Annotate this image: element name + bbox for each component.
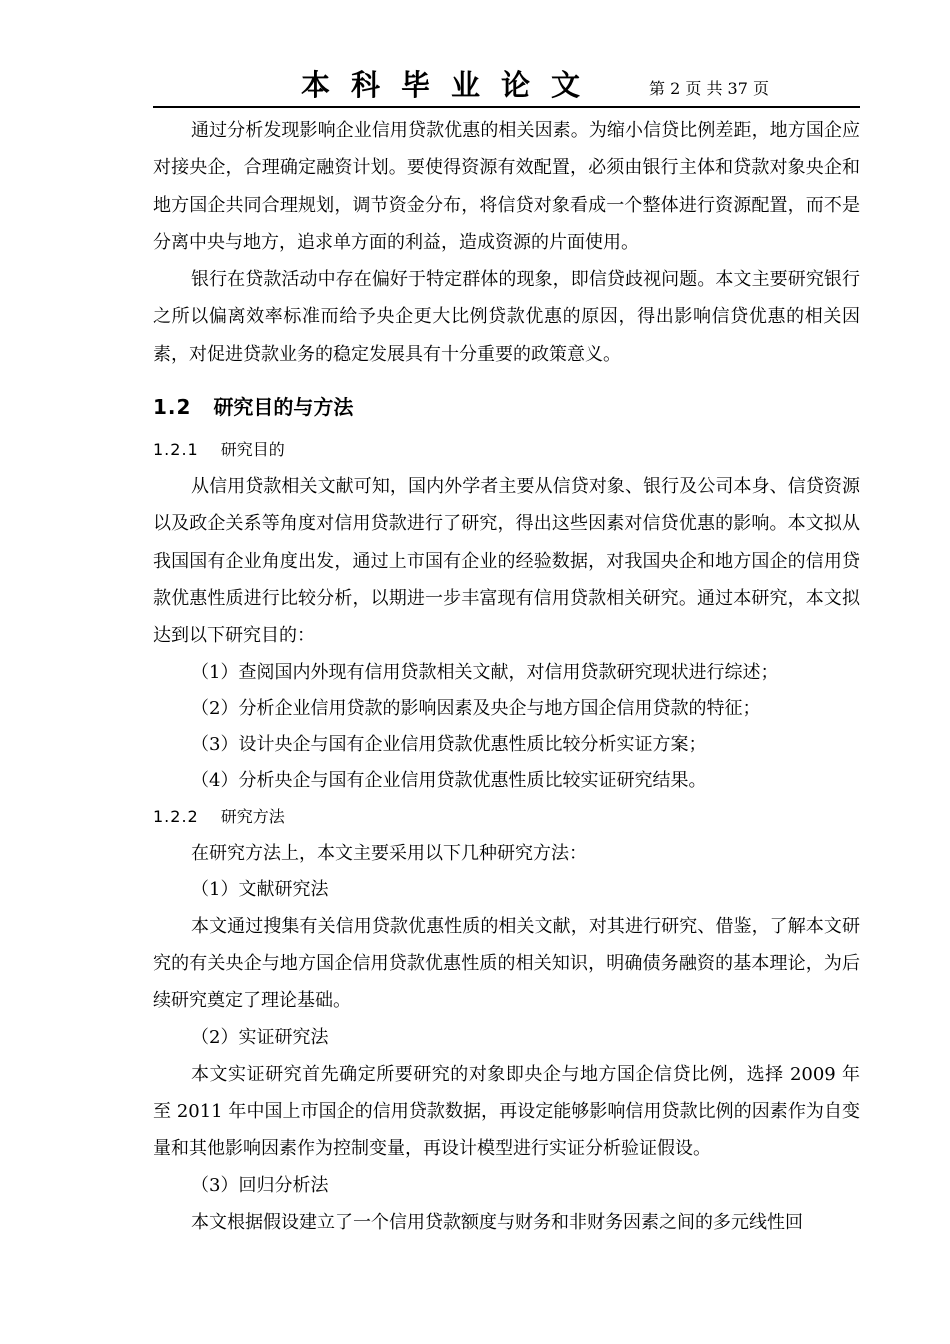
list-item: （3）设计央企与国有企业信用贷款优惠性质比较分析实证方案； [191, 733, 707, 755]
list-item: （2）分析企业信用贷款的影响因素及央企与地方国企信用贷款的特征； [191, 697, 761, 719]
subsection-heading [153, 799, 860, 835]
subsection-heading [153, 432, 860, 468]
paragraph: 本文实证研究首先确定所要研究的对象即央企与地方国企信贷比例，选择 2009 年至 2011 年中国上市国企的信用贷款数据，再设定能够影响信用贷款比例的因素作为自变量和其他影响因素作为控制变量，再设计模型进行实证分析验证假设。 [153, 1063, 860, 1160]
page-number: 第 2 页 共 37 页 [649, 79, 769, 98]
method-heading: （1）文献研究法 [191, 878, 329, 900]
section-heading [153, 382, 860, 432]
header-divider [153, 106, 860, 108]
paragraph: 本文根据假设建立了一个信用贷款额度与财务和非财务因素之间的多元线性回 [191, 1211, 803, 1233]
section-title: 研究目的与方法 [213, 395, 354, 420]
section-number: 1.2 [153, 395, 192, 420]
paragraph: 在研究方法上，本文主要采用以下几种研究方法： [191, 842, 587, 864]
method-heading: （2）实证研究法 [191, 1026, 329, 1048]
paragraph: 通过分析发现影响企业信用贷款优惠的相关因素。为缩小信贷比例差距，地方国企应对接央企，合理确定融资计划。要使得资源有效配置，必须由银行主体和贷款对象央企和地方国企共同合理规划，调节资金分布，将信贷对象看成一个整体进行资源配置，而不是分离中央与地方，追求单方面的利益，造成资源的片面使用。 [153, 120, 860, 253]
subsection-title: 研究目的 [220, 440, 285, 460]
paragraph: 本文通过搜集有关信用贷款优惠性质的相关文献，对其进行研究、借鉴，了解本文研究的有关央企与地方国企信用贷款优惠性质的相关知识，明确债务融资的基本理论，为后续研究奠定了理论基础。 [153, 915, 860, 1012]
list-item: （4）分析央企与国有企业信用贷款优惠性质比较实证研究结果。 [191, 769, 707, 791]
document-title: 本科毕业论文 [301, 68, 602, 102]
method-heading: （3）回归分析法 [191, 1174, 329, 1196]
page-header [153, 66, 860, 106]
subsection-number: 1.2.2 [153, 806, 199, 826]
list-item: （1）查阅国内外现有信用贷款相关文献，对信用贷款研究现状进行综述； [191, 661, 779, 683]
page-body [153, 112, 860, 1241]
subsection-title: 研究方法 [220, 806, 285, 826]
paragraph: 从信用贷款相关文献可知，国内外学者主要从信贷对象、银行及公司本身、信贷资源以及政企关系等角度对信用贷款进行了研究，得出这些因素对信贷优惠的影响。本文拟从我国国有企业角度出发，通过上市国有企业的经验数据，对我国央企和地方国企的信用贷款优惠性质进行比较分析，以期进一步丰富现有信用贷款相关研究。通过本研究，本文拟达到以下研究目的： [153, 476, 860, 647]
subsection-number: 1.2.1 [153, 440, 199, 460]
paragraph: 银行在贷款活动中存在偏好于特定群体的现象，即信贷歧视问题。本文主要研究银行之所以偏离效率标准而给予央企更大比例贷款优惠的原因，得出影响信贷优惠的相关因素，对促进贷款业务的稳定发展具有十分重要的政策意义。 [153, 269, 860, 365]
